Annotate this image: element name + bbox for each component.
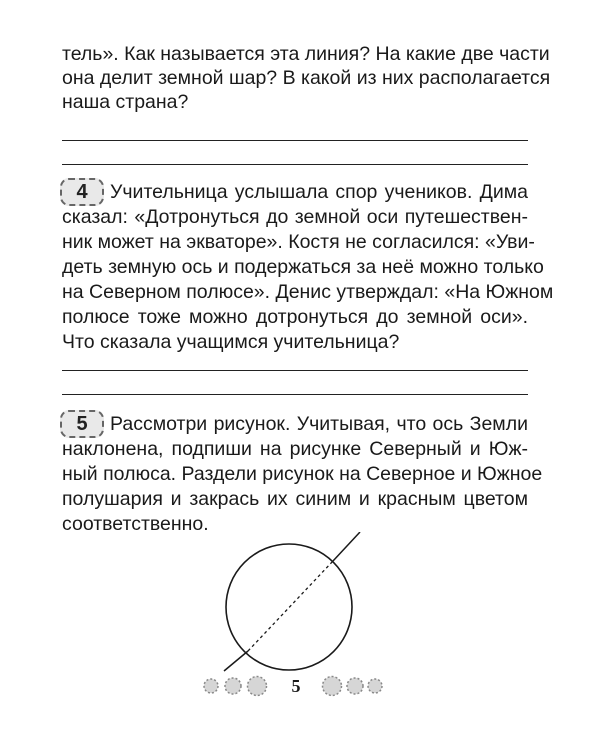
footer-dot xyxy=(248,677,267,696)
answer-line[interactable] xyxy=(62,140,528,141)
task5-text-line-4: полушария и закрась их синим и красным цветом xyxy=(62,488,528,510)
footer-dot xyxy=(225,678,241,694)
axis-upper-segment xyxy=(333,532,360,561)
task5-text-line-3: ный полюса. Раздели рисунок на Северное и Южное xyxy=(62,463,543,485)
task4-text-line-1: Учительница услышала спор учеников. Дима xyxy=(110,181,528,203)
task4-text-line-3: ник может на экваторе». Костя не согласился: «Уви- xyxy=(62,231,535,253)
task3-text-line-2: она делит земной шар? В какой из них располагается xyxy=(62,67,551,89)
footer-dot xyxy=(347,678,363,694)
answer-line[interactable] xyxy=(62,164,528,165)
task3-text-line-3: наша страна? xyxy=(62,91,189,113)
task4-text-line-5: на Северном полюсе». Денис утверждал: «На Южном xyxy=(62,281,554,303)
task-number-badge-5: 5 xyxy=(60,410,104,438)
task4-text-line-7: Что сказала учащимся учительница? xyxy=(62,331,400,353)
footer-dot xyxy=(204,679,218,693)
task3-text-line-1: тель». Как называется эта линия? На какие две части xyxy=(62,43,550,65)
task4-text-line-6: полюсе тоже можно дотронуться до земной оси». xyxy=(62,306,528,328)
axis-lower-segment xyxy=(224,651,248,671)
task5-text-line-1: Рассмотри рисунок. Учитывая, что ось Земли xyxy=(110,413,528,435)
footer-dot xyxy=(323,677,342,696)
axis-inner-dashed xyxy=(248,561,333,651)
task5-text-line-2: наклонена, подпиши на рисунке Северный и Юж- xyxy=(62,438,528,460)
task4-text-line-2: сказал: «Дотронуться до земной оси путешествен- xyxy=(62,206,528,228)
page-number: 5 xyxy=(291,676,301,696)
footer-dot xyxy=(368,679,382,693)
answer-line[interactable] xyxy=(62,394,528,395)
task-number-badge-4: 4 xyxy=(60,178,104,206)
earth-axis-figure[interactable] xyxy=(195,532,395,672)
task4-text-line-4: деть земную ось и подержаться за неё можно только xyxy=(62,256,544,278)
task5-text-line-5: соответственно. xyxy=(62,513,209,535)
answer-line[interactable] xyxy=(62,370,528,371)
